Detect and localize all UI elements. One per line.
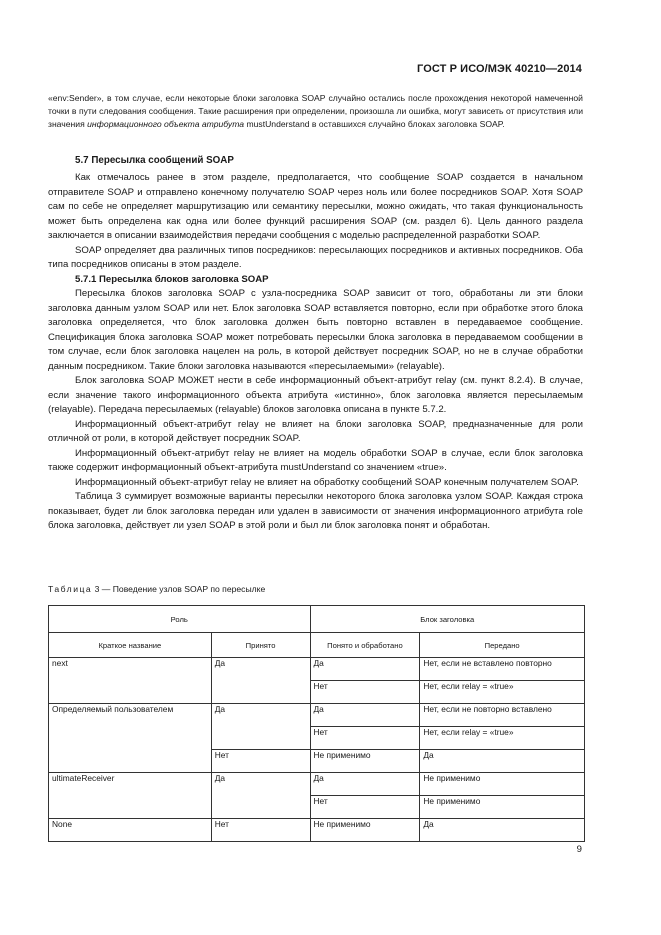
table-cell: Да (420, 750, 585, 773)
table-cell: Не применимо (310, 819, 420, 842)
document-header: ГОСТ Р ИСО/МЭК 40210—2014 (417, 63, 582, 75)
table-cell: Да (211, 658, 310, 704)
table-column-header: Понято и обработано (310, 633, 420, 658)
table-cell: Нет, если не вставлено повторно (420, 658, 585, 681)
section-heading: 5.7 Пересылка сообщений SOAP (75, 155, 234, 166)
table-column-header: Краткое название (49, 633, 212, 658)
table-cell: Нет, если не повторно вставлено (420, 704, 585, 727)
table-cell: Не применимо (310, 750, 420, 773)
table-caption: Таблица 3 — Поведение узлов SOAP по пересылке (48, 584, 266, 594)
table-cell: Нет, если relay = «true» (420, 727, 585, 750)
intro-text-1: «env:Sender», в том случае, если некоторые блоки заголовка SOAP случайно остались после прохождения некоторой намеченной точки в пути следования сообщения. Такие расширения при определении, произошла ли ошибка, могут зависеть от присутствия или значения (48, 93, 583, 129)
table-cell: Нет, если relay = «true» (420, 681, 585, 704)
table-cell: Нет (211, 750, 310, 773)
paragraph: Информационный объект-атрибут relay не влияет на обработку сообщений SOAP конечным получателем SOAP. (75, 476, 579, 488)
table-cell: Не применимо (420, 773, 585, 796)
table-row (49, 819, 585, 842)
paragraph: Пересылка блоков заголовка SOAP с узла-посредника SOAP зависит от того, обработаны ли эти блоки заголовка данным узлом SOAP или нет. Блок заголовка SOAP вставляется повторно, если при обработке этого блока заголовка определяется, что блок заголовка должен быть повторно вставлен в передаваемое сообщение. Спецификация блока заголовка SOAP может потребовать пересылки блока заголовка в передаваемом сообщении в том случае, если блок заголовка нацелен на роль, в которой действует посредник SOAP, но не в случае обработки данным посредником. Такие блоки заголовка называются «пересылаемыми» (relayable). (48, 288, 583, 372)
table-cell: Да (310, 773, 420, 796)
table-cell: Да (211, 773, 310, 819)
paragraph: Блок заголовка SOAP МОЖЕТ нести в себе информационный объект-атрибут relay (см. пункт 8.2.4). В случае, если значение такого информационного объекта атрибута «истинно», блок заголовка является пересылаемым (relayable). Передача пересылаемых (relayable) блоков заголовка описана в пункте 5.7.2. (48, 375, 583, 415)
table-cell: Да (310, 658, 420, 681)
table-cell: next (49, 658, 212, 704)
paragraph: Таблица 3 суммирует возможные варианты пересылки некоторого блока заголовка узлом SOAP. Каждая строка показывает, будет ли блок заголовка передан или удален в зависимости от значения информационного атрибута role блока заголовка, действует ли узел SOAP в этой роли и был ли блок заголовка понят и обработан. (48, 491, 583, 531)
table-group-header: Блок заголовка (310, 606, 585, 633)
table-cell: Нет (211, 819, 310, 842)
table-cell: Нет (310, 727, 420, 750)
intro-paragraph (48, 92, 583, 130)
table-row (49, 704, 585, 727)
table-group-header: Роль (49, 606, 311, 633)
table-column-header: Передано (420, 633, 585, 658)
paragraph: Как отмечалось ранее в этом разделе, предполагается, что сообщение SOAP создается в начальном отправителе SOAP и отправлено конечному получателю SOAP через ноль или более посредников SOAP. Хотя SOAP сам по себе не определяет маршрутизацию или семантику пересылки, можно ожидать, что такая функциональность может быть определена как одна или более функций расширения SOAP (см. раздел 6). Цель данного раздела заключается в описании взаимодействия передачи сообщения с моделью распределенной разработки SOAP. (48, 172, 583, 241)
intro-italic: информационного объекта атрибута (87, 118, 245, 129)
paragraph: SOAP определяет два различных типов посредников: пересылающих посредников и активных посредников. Оба типа посредников описаны в этом разделе. (48, 244, 583, 270)
paragraph: Информационный объект-атрибут relay не влияет на модель обработки SOAP в случае, если блок заголовка также содержит информационный объект-атрибута mustUnderstand со значением «true». (48, 447, 583, 473)
table-row (49, 773, 585, 796)
table-cell: Нет (310, 796, 420, 819)
page-number: 9 (576, 844, 582, 855)
table-cell: Да (420, 819, 585, 842)
section-5-7 (48, 154, 583, 168)
subsection-heading: 5.7.1 Пересылка блоков заголовка SOAP (75, 273, 269, 285)
intro-text-2: mustUnderstand в оставшихся случайно блоках заголовка SOAP. (244, 118, 505, 129)
main-text (48, 171, 583, 534)
table-column-header: Принято (211, 633, 310, 658)
table-cell: Нет (310, 681, 420, 704)
forwarding-table (48, 605, 585, 842)
table-cell: Да (310, 704, 420, 727)
paragraph: Информационный объект-атрибут relay не влияет на блоки заголовка SOAP, предназначенные для роли отличной от роли, в которой действует посредник SOAP. (48, 418, 583, 444)
table-row (49, 658, 585, 681)
table-cell: Определяемый пользователем (49, 704, 212, 773)
table-cell: ultimateReceiver (49, 773, 212, 819)
table-cell: Не применимо (420, 796, 585, 819)
table-cell: None (49, 819, 212, 842)
table-cell: Да (211, 704, 310, 750)
